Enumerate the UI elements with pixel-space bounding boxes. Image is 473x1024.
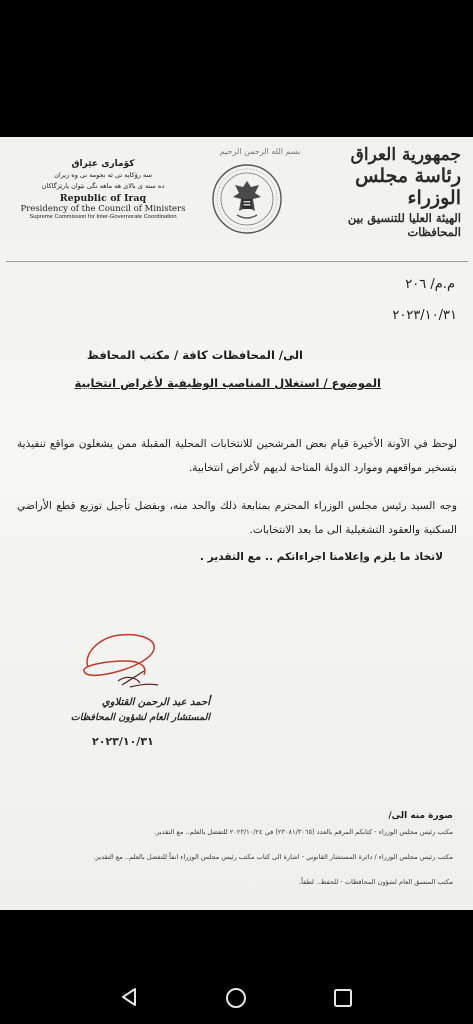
signature-date: ٢٠٢٣/١٠/٣١ bbox=[92, 735, 154, 748]
kurdish-commission: ده سته ی بالای هه ماهه نگی نێوان پارێزگاكان bbox=[41, 182, 165, 190]
copy-item: مكتب رئيس مجلس الوزراء / دائرة المستشار القانوني - اشارة الى كتاب مكتب رئيس مجلس الوزراء انفاً للتفضل بالعلم.. مع التقدير. bbox=[93, 853, 453, 861]
copy-item: مكتب المنسق العام لشؤون المحافظات - للحفظ.. لطفاً. bbox=[299, 878, 453, 886]
status-bar-area bbox=[0, 0, 473, 137]
handwritten-signature bbox=[78, 625, 168, 695]
letterhead-left bbox=[18, 159, 188, 220]
reference-number: م.م/ ٢٠٦ bbox=[405, 277, 455, 292]
body-paragraph-1: لوحظ في الآونة الأخيرة قيام بعض المرشحين للانتخابات المحلية المقبلة ممن يشغلون مواقع تنفيذية بتسخير مواقعهم وموارد الدولة المتاحة لديهم لأغراض انتخابية. bbox=[17, 438, 457, 474]
signatory-title: المستشار العام لشؤون المحافظات bbox=[70, 712, 210, 723]
arabic-presidency: رئاسة مجلس الوزراء bbox=[355, 165, 461, 209]
back-triangle-icon[interactable] bbox=[118, 986, 140, 1008]
copies-label: صورة منه الى/ bbox=[388, 811, 453, 821]
document-page bbox=[0, 137, 473, 910]
english-republic: Republic of Iraq bbox=[59, 193, 147, 204]
kurdish-title: كۆماری عێراق bbox=[71, 159, 135, 169]
kurdish-subtitle: سه رۆكایه تی ئه نجومه نی وه زیران bbox=[54, 171, 152, 179]
emblem-eagle-icon bbox=[211, 163, 283, 235]
arabic-republic: جمهورية العراق bbox=[350, 145, 461, 165]
recents-square-icon[interactable] bbox=[332, 987, 354, 1009]
english-presidency: Presidency of the Council of Ministers bbox=[20, 204, 186, 214]
reference-date: ٢٠٢٣/١٠/٣١ bbox=[392, 308, 457, 323]
basmala: بسم الله الرحمن الرحيم bbox=[219, 147, 301, 156]
letterhead-right bbox=[321, 145, 461, 239]
subject-line: الموضوع / استغلال المناصب الوظيفية لأغراض انتخابية bbox=[74, 376, 381, 390]
copy-item: مكتب رئيس مجلس الوزراء - كتابكم المرقم بالعدد (٢٣٠٨١/٣٠٦٥) في ٢٠٢٣/١٠/٢٤ للتفضل بالعلم.. مع التقدير. bbox=[154, 828, 453, 836]
english-commission: Supreme Commission for Inter-Governorate Coordination bbox=[29, 214, 177, 220]
navigation-bar bbox=[0, 910, 473, 1024]
signatory-name: أحمد عبد الرحمن القتلاوي bbox=[101, 697, 210, 708]
closing-line: لاتخاذ ما يلزم وإعلامنا اجراءاتكم .. مع التقدير . bbox=[199, 551, 443, 563]
letterhead-divider bbox=[6, 261, 468, 262]
body-paragraph-2: وجه السيد رئيس مجلس الوزراء المحترم بمتابعة ذلك والحد منه، وبفضل تأجيل توزيع قطع الأراضي السكنية والعقود التشغيلية الى ما بعد الانتخابات. bbox=[17, 500, 457, 536]
home-circle-icon[interactable] bbox=[224, 986, 248, 1010]
arabic-commission: الهيئة العليا للتنسيق بين المحافظات bbox=[347, 211, 461, 239]
addressee: الى/ المحافظات كافة / مكتب المحافظ bbox=[86, 348, 303, 362]
